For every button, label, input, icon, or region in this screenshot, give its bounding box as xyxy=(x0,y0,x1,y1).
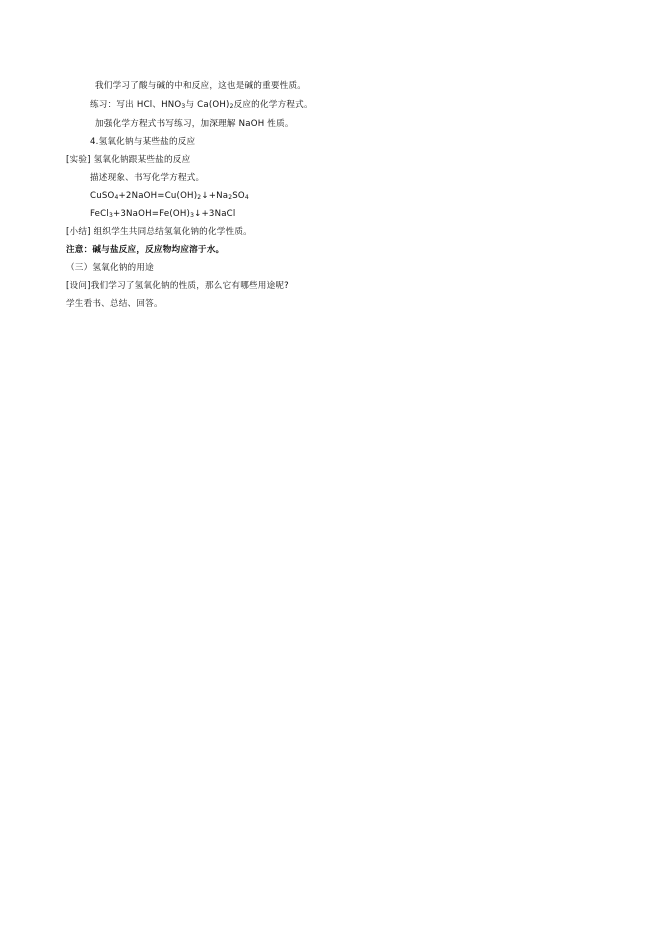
text-fragment: +3NaOH=Fe(OH) xyxy=(112,209,191,219)
text-line-describe: 描述现象、书写化学方程式。 xyxy=(90,173,205,183)
equation-copper-sulfate xyxy=(90,190,249,202)
text-fragment: ↓+Na xyxy=(201,191,229,201)
text-line-question: [设问]我们学习了氢氧化钠的性质，那么它有哪些用途呢? xyxy=(66,281,289,291)
section-heading-salt-reaction: 4.氢氧化钠与某些盐的反应 xyxy=(90,137,196,147)
text-fragment: ↓+3NaCl xyxy=(194,209,236,219)
subscript: 4 xyxy=(114,194,119,201)
text-line-summary: [小结] 组织学生共同总结氢氧化钠的化学性质。 xyxy=(66,227,252,237)
text-fragment: 反应的化学方程式。 xyxy=(233,100,313,110)
subscript: 4 xyxy=(244,194,249,201)
text-line-neutralization: 我们学习了酸与碱的中和反应，这也是碱的重要性质。 xyxy=(95,81,307,91)
text-fragment: 与 Ca(OH) xyxy=(185,100,230,110)
note-bold: 注意：碱与盐反应，反应物均应溶于水。 xyxy=(66,245,225,255)
subscript: 3 xyxy=(190,212,195,219)
subscript: 2 xyxy=(197,194,202,201)
text-line-experiment: [实验] 氢氧化钠跟某些盐的反应 xyxy=(66,155,191,165)
text-fragment: FeCl xyxy=(90,209,109,219)
subscript: 3 xyxy=(108,212,113,219)
text-fragment: SO xyxy=(232,191,245,201)
text-fragment: 练习：写出 HCl、HNO xyxy=(90,100,182,110)
text-line-exercise xyxy=(90,99,313,111)
subscript: 2 xyxy=(229,103,234,110)
text-line-practice: 加强化学方程式书写练习，加深理解 NaOH 性质。 xyxy=(95,119,294,129)
subscript: 2 xyxy=(228,194,233,201)
text-fragment: CuSO xyxy=(90,191,115,201)
text-fragment: +2NaOH=Cu(OH) xyxy=(118,191,198,201)
section-heading-uses: （三）氢氧化钠的用途 xyxy=(66,263,154,273)
subscript: 3 xyxy=(181,103,186,110)
text-line-students: 学生看书、总结、回答。 xyxy=(66,299,163,309)
equation-ferric-chloride xyxy=(90,208,235,220)
